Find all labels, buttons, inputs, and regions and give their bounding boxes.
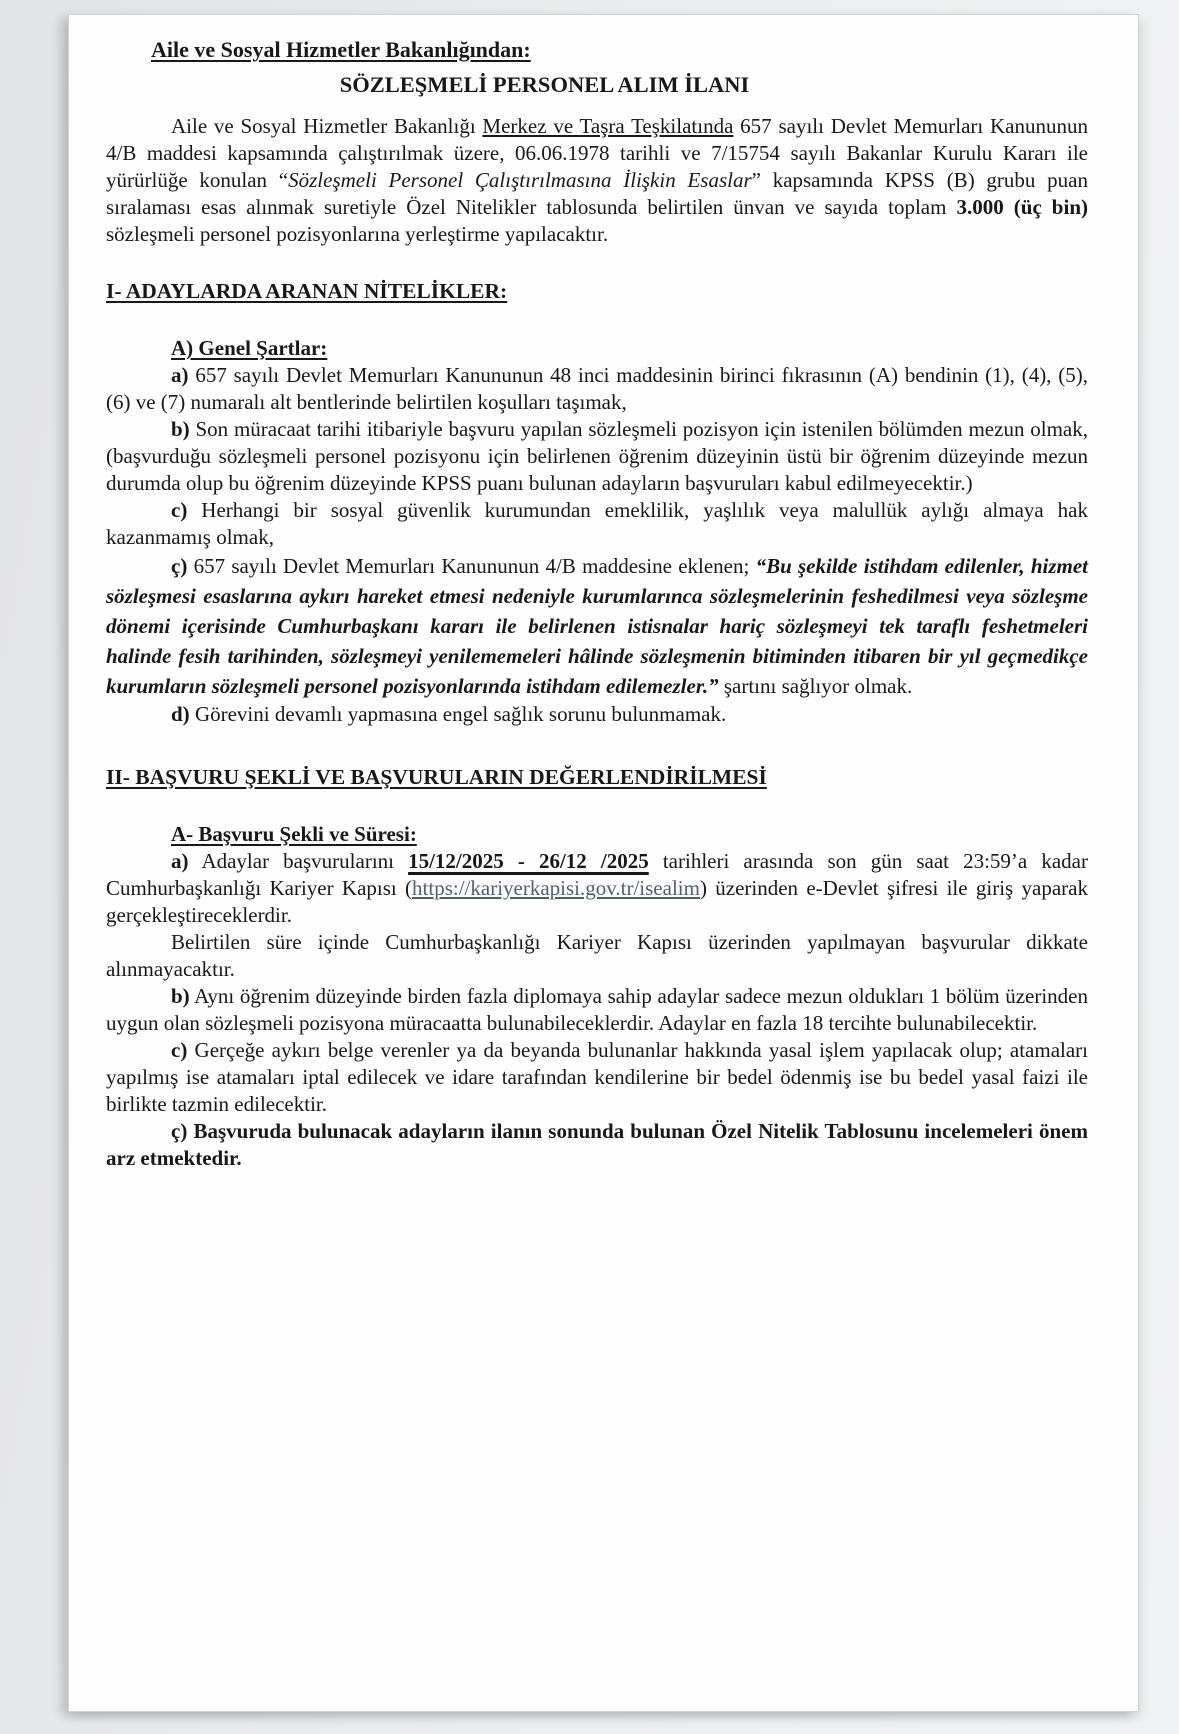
application-item-a bbox=[106, 848, 1088, 929]
item-text-a: 657 sayılı Devlet Memurları Kanununun 48 inci maddesinin birinci fıkrasının (A) bendinin (1), (4), (5), (6) ve (7) numaralı alt bentlerinde belirtilen koşulları taşımak, bbox=[106, 363, 1088, 414]
item-text-d: Görevini devamlı yapmasına engel sağlık sorunu bulunmamak. bbox=[189, 702, 727, 726]
intro-text-2: 657 sayılı Devlet Memurları Kanununun 4/B maddesi kapsamında çalıştırılmak üzere, 06.06.1978 tarihli ve 7/15754 sayılı Bakanlar Kurulu Kararı ile yürürlüğe konulan “ bbox=[106, 114, 1089, 192]
intro-org-unit-underlined: Merkez ve Taşra Teşkilatında bbox=[482, 114, 734, 138]
intro-text-4: sözleşmeli personel pozisyonlarına yerleştirme yapılacaktır. bbox=[106, 222, 609, 246]
item-label-d: d) bbox=[171, 702, 190, 726]
application-date-range: 15/12/2025 - 26/12 /2025 bbox=[408, 849, 649, 873]
application-text-a1: Adaylar başvurularını bbox=[188, 849, 409, 873]
item-label-a: a) bbox=[171, 363, 189, 387]
application-label-c: c) bbox=[171, 1038, 188, 1062]
intro-text-1: Aile ve Sosyal Hizmetler Bakanlığı bbox=[171, 114, 483, 138]
item-tail-c2: şartını sağlıyor olmak. bbox=[718, 674, 913, 698]
list-item-c-general bbox=[106, 497, 1088, 551]
application-label-a: a) bbox=[171, 849, 189, 873]
kariyer-kapisi-link[interactable]: https://kariyerkapisi.gov.tr/isealim bbox=[412, 876, 700, 900]
item-lead-c2: 657 sayılı Devlet Memurları Kanununun 4/B maddesine eklenen; bbox=[187, 554, 756, 578]
list-item-d-general bbox=[106, 701, 1088, 728]
application-label-c2: ç) bbox=[171, 1119, 188, 1143]
application-item-c bbox=[106, 1037, 1088, 1118]
intro-paragraph bbox=[106, 113, 1088, 248]
intro-text-3: ” kapsamında KPSS (B) grubu puan sıralaması esas alınmak suretiyle Özel Nitelikler tablosunda belirtilen ünvan ve sayıda toplam bbox=[106, 168, 1088, 219]
section-2-heading bbox=[106, 764, 1088, 791]
law-quote-bold-italic: “Bu şekilde istihdam edilenler, hizmet sözleşmesi esaslarına aykırı hareket etmesi nedeniyle kurumlarınca sözleşmelerinin feshedilmesi veya sözleşme dönemi içerisinde Cumhurbaşkanı kararı ile belirlenen istisnalar hariç sözleşmeyi tek taraflı feshetmeleri halinde fesih tarihinden, sözleşmeyi yenilememeleri hâlinde sözleşmenin bitiminden itibaren bir yıl geçmedikçe kurumların sözleşmeli personel pozisyonlarında istihdam edilemezler.” bbox=[106, 554, 1088, 698]
item-label-c: c) bbox=[171, 498, 188, 522]
ministry-header-text: Aile ve Sosyal Hizmetler Bakanlığından: bbox=[151, 37, 531, 62]
application-item-b bbox=[106, 983, 1088, 1037]
general-conditions-heading-text: A) Genel Şartlar: bbox=[171, 336, 328, 360]
item-text-b: Son müracaat tarihi itibariyle başvuru yapılan sözleşmeli pozisyon için istenilen bölümden mezun olmak, (başvurduğu sözleşmeli personel pozisyonu için belirlenen öğrenim düzeyinin üstü bir öğrenim düzeyinde mezun durumda olup bu öğrenim düzeyinde KPSS puanı bulunan adayların başvuruları kabul edilmeyecektir.) bbox=[106, 417, 1088, 495]
application-text-c: Gerçeğe aykırı belge verenler ya da beyanda bulunanlar hakkında yasal işlem yapılacak olup; atamaları yapılmış ise atamaları iptal edilecek ve idare tarafından kendilerine bir bedel ödenmiş ise bu bedel yasal faizi ile birlikte tazmin edilecektir. bbox=[106, 1038, 1088, 1116]
ministry-header bbox=[151, 36, 1088, 63]
list-item-b-general bbox=[106, 416, 1088, 497]
application-text-c2-bold: Başvuruda bulunacak adayların ilanın sonunda bulunan Özel Nitelik Tablosunu incelemeleri önem arz etmektedir. bbox=[106, 1119, 1088, 1170]
item-label-b: b) bbox=[171, 417, 190, 441]
application-label-b: b) bbox=[171, 984, 190, 1008]
section-2-heading-text: II- BAŞVURU ŞEKLİ VE BAŞVURULARIN DEĞERLENDİRİLMESİ bbox=[106, 765, 767, 789]
application-text-b: Aynı öğrenim düzeyinde birden fazla diplomaya sahip adaylar sadece mezun oldukları 1 bölüm üzerinden uygun olan sözleşmeli pozisyona müracaatta bulunabileceklerdir. Adaylar en fazla 18 tercihte bulunabilecektir. bbox=[106, 984, 1088, 1035]
list-item-c2-general bbox=[106, 551, 1088, 701]
section-1-heading bbox=[106, 278, 1088, 305]
application-text-a2: tarihleri arasında son gün saat 23:59’a kadar Cumhurbaşkanlığı Kariyer Kapısı ( bbox=[106, 849, 1088, 900]
application-method-heading-text: A- Başvuru Şekli ve Süresi: bbox=[171, 822, 417, 846]
document-content bbox=[69, 15, 1138, 1172]
intro-position-count-bold: 3.000 (üç bin) bbox=[956, 195, 1088, 219]
item-text-c: Herhangi bir sosyal güvenlik kurumundan emeklilik, yaşlılık veya malullük aylığı almaya hak kazanmamış olmak, bbox=[106, 498, 1088, 549]
application-text-a3: ) üzerinden e-Devlet şifresi ile giriş yaparak gerçekleştireceklerdir. bbox=[106, 876, 1088, 927]
list-item-a-general bbox=[106, 362, 1088, 416]
general-conditions-heading bbox=[171, 335, 1088, 362]
application-item-c2 bbox=[106, 1118, 1088, 1172]
announcement-title: SÖZLEŞMELİ PERSONEL ALIM İLANI bbox=[339, 72, 750, 97]
application-method-heading bbox=[171, 821, 1088, 848]
document-page bbox=[68, 14, 1139, 1712]
item-label-c2: ç) bbox=[171, 554, 188, 578]
notice-paragraph: Belirtilen süre içinde Cumhurbaşkanlığı Kariyer Kapısı üzerinden yapılmayan başvurular dikkate alınmayacaktır. bbox=[106, 930, 1088, 981]
section-1-heading-text: I- ADAYLARDA ARANAN NİTELİKLER: bbox=[106, 279, 508, 303]
intro-regulation-name-italic: Sözleşmeli Personel Çalıştırılmasına İlişkin Esaslar bbox=[288, 168, 752, 192]
